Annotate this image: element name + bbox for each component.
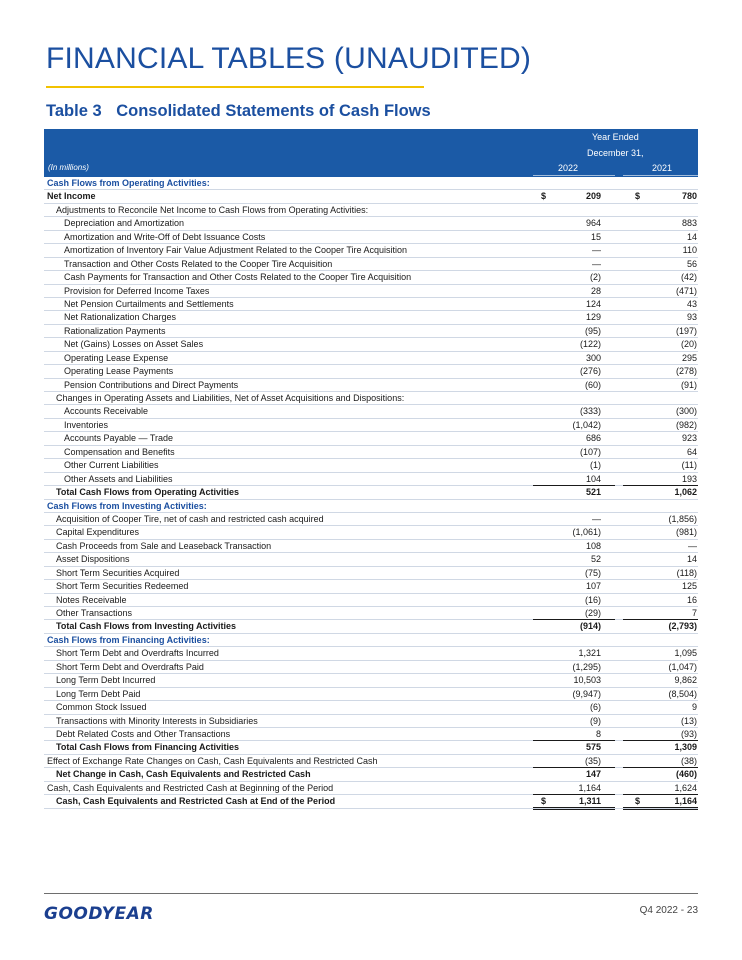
value-2022: 1,321 <box>578 648 601 659</box>
row-label: Other Transactions <box>56 608 133 618</box>
row-label: Cash Proceeds from Sale and Leaseback Transaction <box>56 540 272 551</box>
value-2021: 16 <box>686 594 697 605</box>
table-row <box>44 473 698 486</box>
value-2021: (42) <box>680 272 697 283</box>
table-row <box>44 688 698 701</box>
value-2022: 1,311 <box>578 796 601 807</box>
table-row <box>44 715 698 728</box>
table-row <box>44 674 698 687</box>
table-row <box>44 217 698 230</box>
table-row <box>44 365 698 378</box>
row-label: Net Pension Curtailments and Settlements <box>64 298 234 309</box>
header-period: December 31, <box>587 148 644 158</box>
value-2021: 7 <box>691 608 697 618</box>
underline-2022 <box>533 783 615 795</box>
value-2021: 193 <box>681 473 697 484</box>
row-label: Compensation and Benefits <box>64 446 175 457</box>
row-label: Net Rationalization Charges <box>64 312 177 323</box>
value-2021: (8,504) <box>668 688 697 699</box>
row-label: Accounts Receivable <box>64 406 149 417</box>
table-row <box>44 258 698 271</box>
cash-flow-table <box>44 177 698 809</box>
row-label: Operating Lease Payments <box>64 366 174 377</box>
row-label: Depreciation and Amortization <box>64 218 185 229</box>
table-row <box>44 513 698 526</box>
row-label: Adjustments to Reconcile Net Income to Cash Flows from Operating Activities: <box>56 204 369 215</box>
row-label: Cash, Cash Equivalents and Restricted Cash at Beginning of the Period <box>47 782 334 793</box>
value-2022: 10,503 <box>573 675 601 686</box>
table-row <box>44 795 698 808</box>
value-2021: 1,624 <box>674 782 697 793</box>
value-2021: (982) <box>675 419 697 430</box>
value-2022: (1,042) <box>572 419 601 430</box>
table-header <box>44 129 698 177</box>
table-row <box>44 768 698 781</box>
currency-symbol-2021: $ <box>635 796 641 807</box>
value-2021: (93) <box>680 728 697 739</box>
table-row <box>44 419 698 432</box>
table-row <box>44 661 698 674</box>
row-label: Transaction and Other Costs Related to the Cooper Tire Acquisition <box>64 258 333 269</box>
table-number: Table 3 <box>46 102 102 120</box>
value-2022: (122) <box>579 339 601 350</box>
value-2021: (13) <box>680 715 697 726</box>
value-2022: 107 <box>585 581 601 592</box>
value-2022: 108 <box>585 540 601 551</box>
row-label: Common Stock Issued <box>56 702 147 713</box>
table-row <box>44 432 698 445</box>
row-label: Net Income <box>47 191 96 202</box>
table-row <box>44 486 698 499</box>
row-label: Accounts Payable — Trade <box>64 433 174 444</box>
value-2022: (35) <box>584 755 601 766</box>
value-2021: 9,862 <box>674 675 697 686</box>
value-2022: (9,947) <box>572 688 601 699</box>
table-row <box>44 459 698 472</box>
row-label: Amortization and Write-Off of Debt Issuance Costs <box>64 231 266 242</box>
row-label: Short Term Securities Redeemed <box>56 581 189 592</box>
value-2022: (333) <box>579 406 601 417</box>
table-title-text: Consolidated Statements of Cash Flows <box>116 102 431 120</box>
value-2021: (118) <box>676 567 697 578</box>
table-row <box>44 325 698 338</box>
value-2022: 28 <box>590 285 601 296</box>
value-2021: (2,793) <box>668 621 697 632</box>
value-2022: 964 <box>585 218 601 229</box>
header-year-2022: 2022 <box>558 163 579 173</box>
table-row <box>44 741 698 754</box>
value-2021: — <box>688 540 697 551</box>
value-2022: 209 <box>585 191 601 202</box>
value-2021: (20) <box>680 339 697 350</box>
row-label: Effect of Exchange Rate Changes on Cash, Cash Equivalents and Restricted Cash <box>47 755 378 766</box>
table-row <box>44 298 698 311</box>
row-label: Cash Flows from Operating Activities: <box>47 178 210 188</box>
row-label: Cash Flows from Investing Activities: <box>47 500 207 511</box>
value-2021: 56 <box>686 258 697 269</box>
value-2021: 14 <box>686 231 697 242</box>
table-row <box>44 285 698 298</box>
value-2021: (1,856) <box>668 513 697 524</box>
value-2022: 1,164 <box>578 782 601 793</box>
row-label: Capital Expenditures <box>56 527 140 538</box>
row-label: Net Change in Cash, Cash Equivalents and Restricted Cash <box>56 769 311 780</box>
value-2021: (197) <box>675 325 697 336</box>
value-2021: 125 <box>681 581 697 592</box>
row-label: Cash, Cash Equivalents and Restricted Cash at End of the Period <box>56 796 336 807</box>
value-2021: (11) <box>681 460 697 471</box>
value-2021: 780 <box>681 191 697 202</box>
row-label: Changes in Operating Assets and Liabilities, Net of Asset Acquisitions and Dispositions: <box>56 393 405 403</box>
table-row <box>44 647 698 660</box>
row-label: Asset Dispositions <box>56 554 130 565</box>
table-row <box>44 244 698 257</box>
value-2022: (914) <box>579 621 601 632</box>
table-row <box>44 607 698 620</box>
value-2021: (460) <box>675 769 697 780</box>
row-label: Cash Flows from Financing Activities: <box>47 634 210 645</box>
table-row <box>44 177 698 190</box>
table-row <box>44 204 698 217</box>
underline-2022 <box>533 608 615 620</box>
goodyear-logo <box>44 904 154 924</box>
value-2021: (981) <box>675 527 697 538</box>
value-2022: 575 <box>585 742 601 753</box>
row-label: Other Assets and Liabilities <box>64 473 173 484</box>
currency-symbol-2021: $ <box>635 191 641 202</box>
table-row <box>44 500 698 513</box>
header-year-2021-rule <box>623 175 698 176</box>
value-2021: 883 <box>681 218 697 229</box>
value-2022: 104 <box>585 473 601 484</box>
value-2022: (107) <box>579 446 601 457</box>
value-2022: — <box>592 258 601 269</box>
value-2021: (38) <box>680 755 697 766</box>
row-label: Provision for Deferred Income Taxes <box>64 285 210 296</box>
value-2022: — <box>592 513 601 524</box>
value-2022: (29) <box>584 608 601 618</box>
underline-2022 <box>533 474 615 486</box>
row-label: Pension Contributions and Direct Payments <box>64 379 239 390</box>
header-year-2021: 2021 <box>652 163 673 173</box>
value-2022: 15 <box>590 231 601 242</box>
value-2022: (16) <box>584 594 601 605</box>
underline-2022 <box>533 729 615 741</box>
table-row <box>44 553 698 566</box>
currency-symbol-2022: $ <box>541 191 547 202</box>
row-label: Total Cash Flows from Operating Activities <box>56 487 240 498</box>
table-row <box>44 271 698 284</box>
value-2022: 521 <box>585 487 601 498</box>
page-title: FINANCIAL TABLES (UNAUDITED) <box>46 42 532 75</box>
table-row <box>44 755 698 768</box>
table-row <box>44 405 698 418</box>
row-label: Long Term Debt Incurred <box>56 675 156 686</box>
table-row <box>44 446 698 459</box>
value-2021: 43 <box>686 298 697 309</box>
footer-rule <box>44 893 698 894</box>
table-title <box>46 102 431 121</box>
table-row <box>44 231 698 244</box>
value-2022: (9) <box>590 715 601 726</box>
value-2021: 1,309 <box>674 742 697 753</box>
value-2021: 64 <box>686 446 697 457</box>
value-2022: 124 <box>585 298 601 309</box>
value-2021: 1,164 <box>674 796 697 807</box>
value-2022: — <box>592 245 601 256</box>
logo-text: GOODYEAR <box>44 904 154 924</box>
value-2021: 93 <box>686 312 697 323</box>
table-row <box>44 782 698 795</box>
row-label: Short Term Debt and Overdrafts Incurred <box>56 648 219 659</box>
row-label: Short Term Securities Acquired <box>56 567 180 578</box>
value-2021: 9 <box>691 702 697 713</box>
row-label: Operating Lease Expense <box>64 352 169 363</box>
table-row <box>44 634 698 647</box>
header-year-2022-rule <box>533 175 615 176</box>
value-2022: 686 <box>585 433 601 444</box>
row-label: Short Term Debt and Overdrafts Paid <box>56 661 204 672</box>
value-2022: 129 <box>585 312 601 323</box>
row-label: Acquisition of Cooper Tire, net of cash and restricted cash acquired <box>56 513 324 524</box>
underline-2022 <box>533 756 615 768</box>
value-2022: (1,061) <box>572 527 601 538</box>
row-label: Total Cash Flows from Investing Activities <box>56 621 237 632</box>
value-2022: (6) <box>590 702 601 713</box>
title-rule <box>46 86 424 88</box>
value-2021: 14 <box>686 554 697 565</box>
value-2021: 1,062 <box>674 487 697 498</box>
table-row <box>44 580 698 593</box>
value-2022: 300 <box>585 352 601 363</box>
table-row <box>44 311 698 324</box>
value-2022: (1,295) <box>572 661 601 672</box>
header-year-ended: Year Ended <box>592 132 639 142</box>
value-2021: 110 <box>682 245 697 256</box>
currency-symbol-2022: $ <box>541 796 547 807</box>
table-row <box>44 338 698 351</box>
row-label: Rationalization Payments <box>64 325 166 336</box>
table-row <box>44 379 698 392</box>
table-row <box>44 620 698 633</box>
row-label: Long Term Debt Paid <box>56 688 141 699</box>
value-2021: 923 <box>681 433 697 444</box>
page-number: Q4 2022 - 23 <box>639 905 698 916</box>
value-2022: (1) <box>590 460 601 471</box>
table-row <box>44 526 698 539</box>
row-label: Notes Receivable <box>56 594 127 605</box>
table-row <box>44 190 698 203</box>
row-label: Net (Gains) Losses on Asset Sales <box>64 339 204 350</box>
row-label: Debt Related Costs and Other Transactions <box>56 728 231 739</box>
row-label: Inventories <box>64 419 109 430</box>
value-2021: 1,095 <box>674 648 697 659</box>
table-row <box>44 594 698 607</box>
value-2022: (2) <box>590 272 601 283</box>
value-2021: (471) <box>675 285 697 296</box>
row-label: Cash Payments for Transaction and Other Costs Related to the Cooper Tire Acquisition <box>64 272 412 283</box>
value-2022: 147 <box>585 769 601 780</box>
table-row <box>44 567 698 580</box>
value-2022: 8 <box>595 728 601 739</box>
value-2021: (1,047) <box>668 661 697 672</box>
value-2022: (95) <box>584 325 601 336</box>
table-row <box>44 728 698 741</box>
header-units: (In millions) <box>48 163 89 172</box>
value-2021: (300) <box>675 406 697 417</box>
value-2022: 52 <box>590 554 601 565</box>
table-row <box>44 392 698 405</box>
row-label: Total Cash Flows from Financing Activities <box>56 742 240 753</box>
row-label: Other Current Liabilities <box>64 460 159 471</box>
table-row <box>44 701 698 714</box>
table-row <box>44 540 698 553</box>
table-row <box>44 352 698 365</box>
underline-2021 <box>623 608 698 620</box>
value-2021: 295 <box>681 352 697 363</box>
row-label: Transactions with Minority Interests in Subsidiaries <box>56 715 258 726</box>
value-2021: (91) <box>680 379 697 390</box>
value-2022: (276) <box>579 366 601 377</box>
value-2022: (75) <box>584 567 601 578</box>
value-2022: (60) <box>584 379 601 390</box>
value-2021: (278) <box>675 366 697 377</box>
row-label: Amortization of Inventory Fair Value Adjustment Related to the Cooper Tire Acquisition <box>64 245 408 256</box>
